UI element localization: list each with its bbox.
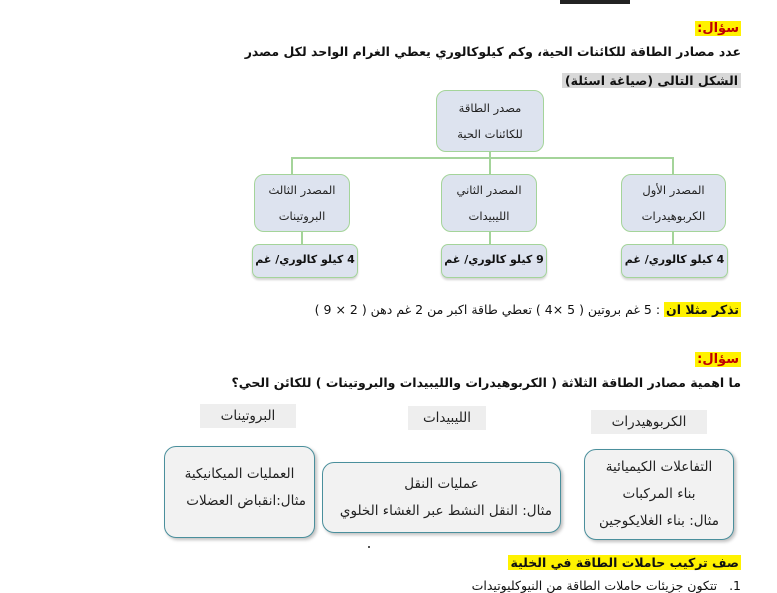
source-2-line-2: الليبيدات <box>468 209 510 223</box>
question-2-label: سؤال: <box>697 352 739 367</box>
source-box-proteins <box>254 174 350 232</box>
question-1-label: سؤال: <box>697 21 739 36</box>
source-box-lipids <box>441 174 537 232</box>
energy-pill-carbohydrates: 4 كيلو كالوري/ غم <box>621 244 728 278</box>
proteins-line-2: مثال:انقباض العضلات <box>186 493 306 509</box>
example-label: تذكر مثلا ان <box>666 302 739 317</box>
importance-card-proteins <box>164 446 315 538</box>
figure-note-wrap <box>562 70 741 89</box>
importance-card-carbohydrates <box>584 449 734 540</box>
question-2-label-wrap <box>695 348 741 367</box>
question-1-label-wrap <box>695 17 741 36</box>
connector-pill-2 <box>489 232 491 244</box>
footer-item-text: تتكون جزيئات حاملات الطاقة من النيوكليوتيدات <box>471 578 718 593</box>
importance-title-proteins: البروتينات <box>200 404 296 428</box>
connector-source-3 <box>291 157 293 174</box>
question-1-text: عدد مصادر الطاقة للكائنات الحية، وكم كيلوكالوري يعطي الغرام الواحد لكل مصدر <box>244 44 741 59</box>
stray-dot <box>368 546 370 548</box>
footer-heading-wrap <box>508 552 741 571</box>
footer-list-item <box>472 578 741 593</box>
connector-source-1 <box>672 157 674 174</box>
connector-source-2 <box>489 157 491 174</box>
carb-line-1: التفاعلات الكيميائية <box>605 459 713 475</box>
source-2-line-1: المصدر الثاني <box>456 183 522 197</box>
question-2-text: ما اهمية مصادر الطاقة الثلاثة ( الكربوهيدرات والليبيدات والبروتينات ) للكائن الحي؟ <box>231 375 741 390</box>
lipids-line-2: مثال: النقل النشط عبر الغشاء الخلوي <box>339 503 552 519</box>
footer-item-number: 1. <box>729 578 741 593</box>
importance-title-carbohydrates: الكربوهيدرات <box>591 410 707 434</box>
tree-root-line-1: مصدر الطاقة <box>458 101 522 115</box>
connector-pill-1 <box>672 232 674 244</box>
top-edge-fragment <box>560 0 630 4</box>
proteins-line-1: العمليات الميكانيكية <box>184 466 295 482</box>
energy-pill-proteins: 4 كيلو كالوري/ غم <box>252 244 358 278</box>
example-text: : 5 غم بروتين ( 5 ×4 ) تعطي طاقة اكبر من 2 غم دهن ( 2 × 9 ) <box>314 302 661 317</box>
importance-title-lipids: الليبيدات <box>408 406 486 430</box>
example-line <box>315 302 741 317</box>
figure-note: الشكل التالى (صياغة اسئلة) <box>562 73 741 88</box>
tree-root-line-2: للكائنات الحية <box>457 127 523 141</box>
energy-pill-lipids: 9 كيلو كالوري/ غم <box>441 244 547 278</box>
connector-pill-3 <box>301 232 303 244</box>
source-3-line-1: المصدر الثالث <box>268 183 336 197</box>
lipids-line-1: عمليات النقل <box>404 476 479 492</box>
source-3-line-2: البروتينات <box>278 209 326 223</box>
source-box-carbohydrates <box>621 174 726 232</box>
carb-line-2: بناء المركبات <box>622 486 696 502</box>
connector-horizontal <box>291 157 673 159</box>
source-1-line-1: المصدر الأول <box>642 183 705 197</box>
source-1-line-2: الكربوهيدرات <box>641 209 706 223</box>
carb-line-3: مثال: بناء الغلايكوجين <box>599 513 719 529</box>
tree-root-box <box>436 90 544 152</box>
footer-heading: صف تركيب حاملات الطاقة في الخلية <box>510 555 739 570</box>
importance-card-lipids <box>322 462 561 533</box>
